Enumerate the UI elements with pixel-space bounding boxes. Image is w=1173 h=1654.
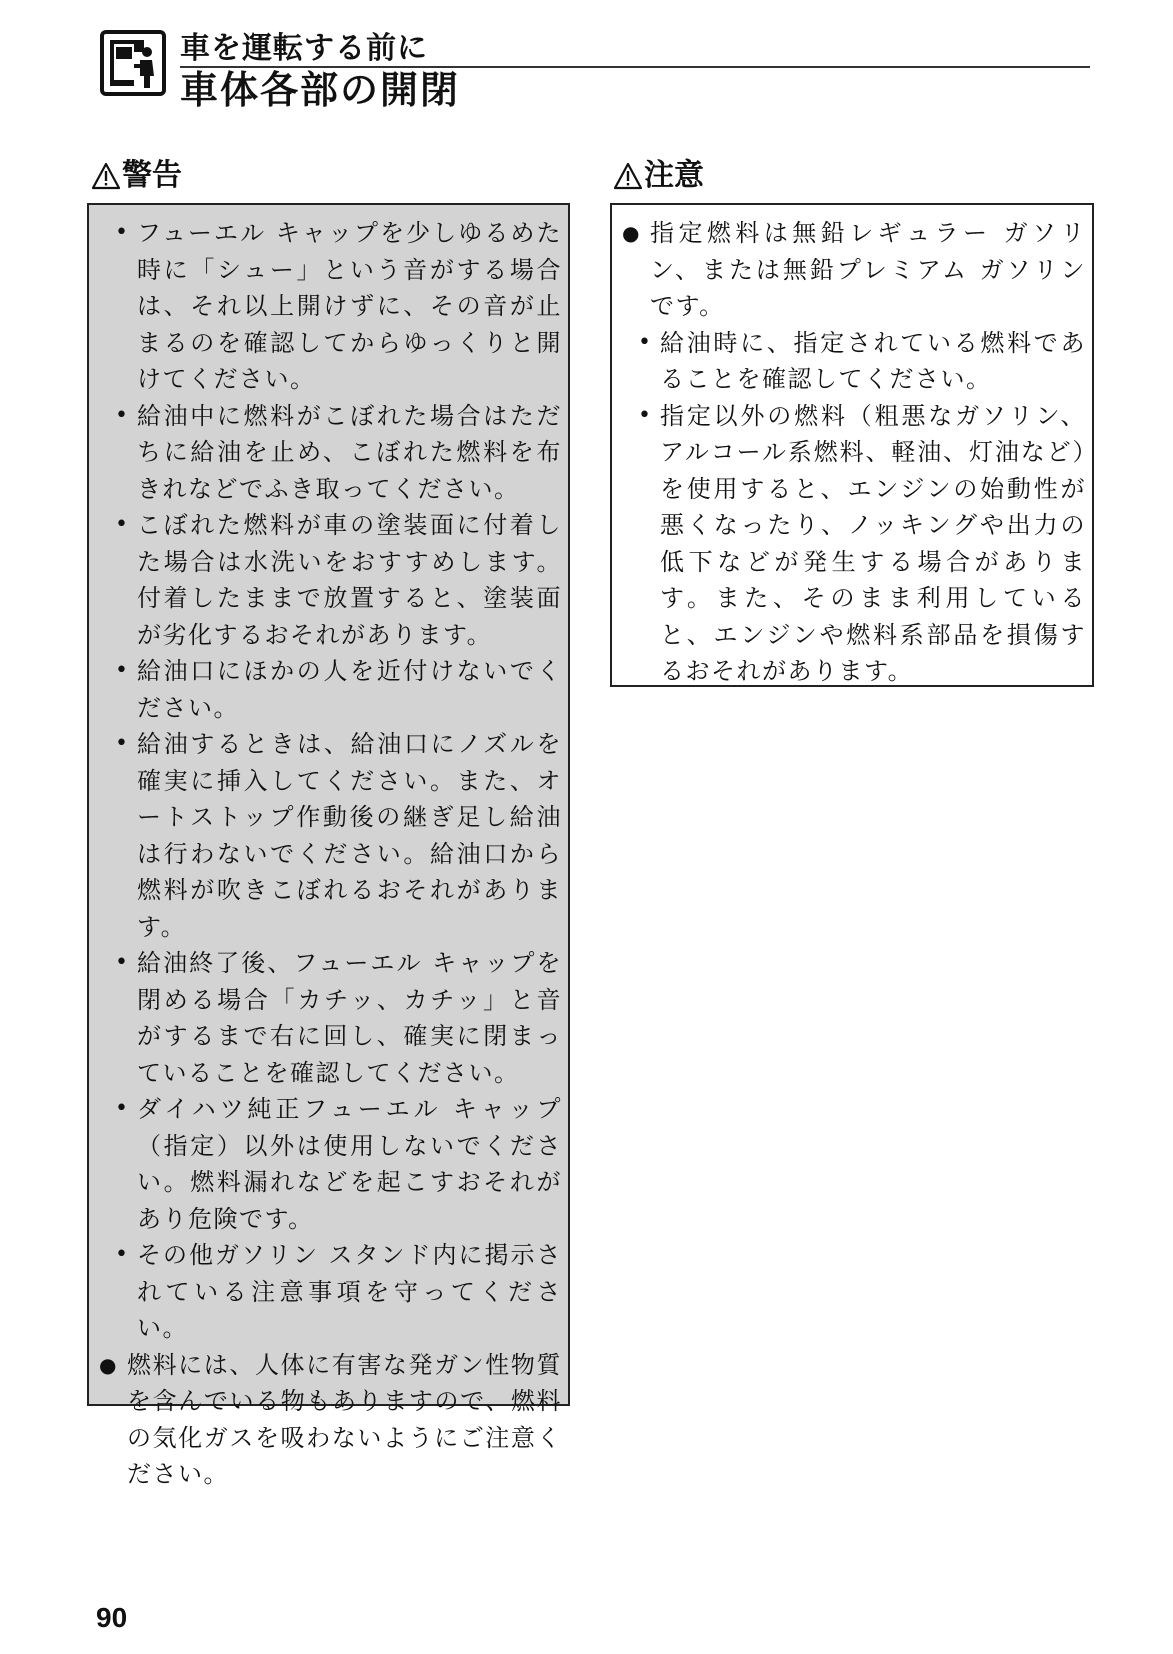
caution-item-text: 指定以外の燃料（粗悪なガソリン、アルコール系燃料、軽油、灯油など）を使用すると、エンジンの始動性が悪くなったり、ノッキングや出力の低下などが発生する場合があります。また、そのまま利用していると、エンジンや燃料系部品を損傷するおそれがあります。: [660, 401, 1086, 685]
bullet: •: [638, 329, 653, 355]
bullet: •: [115, 1242, 130, 1267]
warning-item: [97, 726, 562, 945]
warning-item-text: 給油終了後、フューエル キャップを閉める場合「カチッ、カチッ」と音がするまで右に回し、確実に閉まっていることを確認してください。: [137, 949, 562, 1087]
warning-heading: [92, 158, 182, 194]
warning-triangle-icon: [614, 162, 642, 190]
warning-item-text: その他ガソリン スタンド内に掲示されている注意事項を守ってください。: [137, 1241, 562, 1342]
bullet: ●: [99, 1352, 118, 1377]
bullet: •: [115, 402, 130, 428]
bullet: •: [115, 1096, 130, 1121]
page-header: [100, 30, 1090, 110]
warning-item-text: 給油中に燃料がこぼれた場合はただちに給油を止め、こぼれた燃料を布きれなどでふき取ってください。: [137, 401, 562, 503]
bullet: •: [638, 402, 653, 428]
caution-list: [620, 215, 1086, 690]
warning-box: [87, 203, 570, 1488]
page-number: 90: [96, 1602, 128, 1633]
warning-heading-label: 警告: [122, 158, 182, 193]
warning-item: [97, 1237, 562, 1347]
caution-item: [620, 325, 1086, 398]
warning-item-text: 燃料には、人体に有害な発ガン性物質を含んでいる物もありますので、燃料の気化ガスを吸わないようにご注意ください。: [127, 1350, 562, 1488]
bullet: •: [115, 512, 130, 537]
warning-item: [97, 653, 562, 726]
bullet: •: [115, 220, 130, 245]
caution-item: [620, 398, 1086, 690]
warning-triangle-icon: [92, 162, 120, 190]
warning-item-text: 給油するときは、給油口にノズルを確実に挿入してください。また、オートストップ作動後の継ぎ足し給油は行わないでください。給油口から燃料が吹きこぼれるおそれがあります。: [137, 730, 562, 941]
warning-item-text: こぼれた燃料が車の塗装面に付着した場合は水洗いをおすすめします。付着したままで放置すると、塗装面が劣化するおそれがあります。: [137, 511, 562, 649]
warning-list: [97, 215, 562, 1493]
caution-box: [610, 203, 1094, 687]
bullet: •: [115, 950, 130, 975]
caution-heading-label: 注意: [644, 158, 704, 193]
bullet: •: [115, 658, 130, 683]
caution-heading: [614, 158, 704, 194]
caution-item-text: 指定燃料は無鉛レギュラー ガソリン、または無鉛プレミアム ガソリンです。: [650, 219, 1086, 320]
driver-at-car-door-icon: [100, 30, 166, 96]
caution-item-text: 給油時に、指定されている燃料であることを確認してください。: [660, 328, 1086, 393]
warning-item: [97, 1347, 562, 1493]
warning-item-text: フューエル キャップを少しゆるめた時に「シュー」という音がする場合は、それ以上開けずに、その音が止まるのを確認してからゆっくりと開けてください。: [137, 219, 562, 393]
page-title: 車体各部の開閉: [180, 68, 461, 112]
section-subtitle: 車を運転する前に: [180, 31, 428, 66]
warning-item: [97, 1091, 562, 1237]
warning-item: [97, 398, 562, 508]
bullet: •: [115, 731, 130, 756]
bullet: ●: [622, 221, 641, 245]
warning-item-text: ダイハツ純正フューエル キャップ（指定）以外は使用しないでください。燃料漏れなどを起こすおそれがあり危険です。: [137, 1095, 562, 1233]
caution-item: [620, 215, 1086, 325]
warning-item: [97, 507, 562, 653]
warning-item: [97, 945, 562, 1091]
warning-item: [97, 215, 562, 398]
warning-item-text: 給油口にほかの人を近付けないでください。: [137, 657, 562, 722]
